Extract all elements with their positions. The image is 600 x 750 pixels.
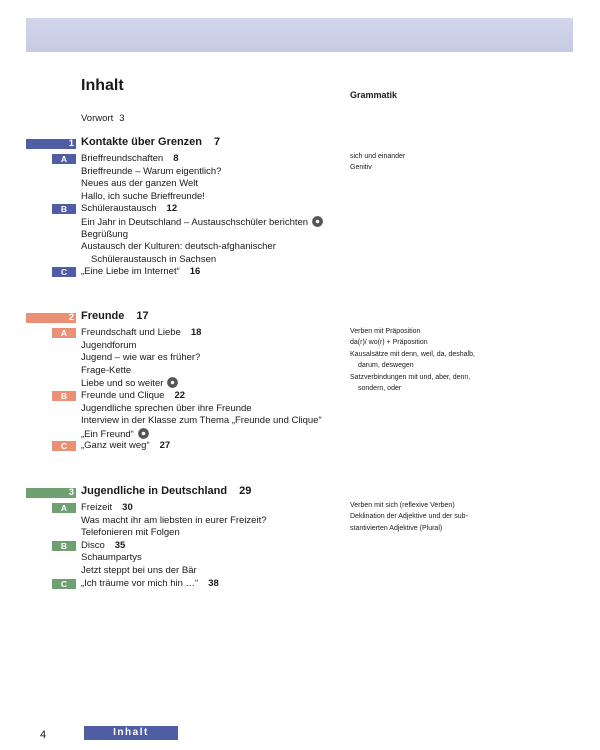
grammar-note: Genitiv [350, 164, 372, 172]
toc-entry-text: „Ich träume vor mich hin …“ [81, 577, 199, 589]
toc-entry-text: Disco [81, 539, 105, 551]
toc-entry-text: Jugendforum [81, 339, 137, 351]
grammar-note: Kausalsätze mit denn, weil, da, deshalb, [350, 350, 475, 358]
toc-entry[interactable] [81, 229, 128, 240]
toc-entry-text: Telefonieren mit Folgen [81, 527, 180, 539]
toc-entry-text: Austausch der Kulturen: deutsch-afghanischer [81, 241, 276, 253]
subsection-label: B [52, 541, 76, 551]
grammar-note: Verben mit Präposition [350, 328, 421, 335]
grammar-note: da(r)/ wo(r) + Präposition [350, 339, 428, 347]
toc-entry-text: Brieffreundschaften [81, 153, 164, 164]
header-band [26, 18, 573, 52]
toc-entry[interactable] [81, 440, 170, 451]
toc-entry-text: „Eine Liebe im Internet“ [81, 266, 180, 278]
footer-label: Inhalt [84, 726, 178, 740]
page-number: 4 [40, 729, 47, 741]
toc-entry-text: Liebe und so weiter [81, 378, 164, 390]
toc-entry[interactable] [81, 203, 177, 214]
toc-entry-text: „Ein Freund“ [81, 428, 134, 440]
toc-entry-text: Jetzt steppt bei uns der Bär [81, 565, 197, 576]
cd-icon [312, 216, 323, 227]
toc-entry-text: Begrüßung [81, 228, 129, 240]
toc-entry-text: Was macht ihr am liebsten in eurer Freizeit? [81, 514, 267, 526]
toc-entry[interactable] [81, 415, 322, 426]
toc-entry-text: Hallo, ich suche Brieffreunde! [81, 190, 205, 202]
toc-entry[interactable] [81, 502, 133, 513]
toc-entry[interactable] [81, 390, 185, 401]
vorwort-label: Vorwort [81, 113, 114, 124]
toc-entry[interactable] [81, 403, 252, 414]
toc-entry-text: Neues aus der ganzen Welt [81, 178, 199, 190]
subsection-label: C [52, 441, 76, 451]
toc-entry[interactable] [81, 365, 131, 376]
section-title[interactable] [81, 485, 251, 497]
toc-entry[interactable] [91, 254, 216, 265]
toc-entry-text: Jugendliche sprechen über ihre Freunde [81, 402, 252, 414]
toc-entry-text: Freundschaft und Liebe [81, 327, 181, 338]
vorwort-entry[interactable] [81, 113, 125, 124]
toc-entry[interactable] [81, 578, 219, 589]
toc-entry[interactable] [81, 552, 142, 563]
section-title-text: Kontakte über Grenzen [81, 136, 203, 148]
toc-entry[interactable] [81, 352, 200, 363]
grammar-note: sich und einander [350, 153, 406, 160]
toc-entry[interactable] [81, 515, 267, 526]
toc-entry[interactable] [81, 166, 221, 177]
toc-entry-text: Interview in der Klasse zum Thema „Freunde und Clique“ [81, 415, 322, 427]
grammar-note: Deklination der Adjektive und der sub- [350, 513, 468, 521]
toc-entry-text: Freunde und Clique [81, 390, 165, 401]
subsection-label: A [52, 328, 76, 338]
toc-entry[interactable] [81, 565, 197, 576]
toc-entry-text: Brieffreunde – Warum eigentlich? [81, 165, 222, 177]
grammar-note: Satzverbindungen mit und, aber, denn, [350, 373, 471, 381]
subsection-label: B [52, 204, 76, 214]
toc-entry-text: Jugend – wie war es früher? [81, 352, 201, 364]
cd-icon [138, 428, 149, 439]
toc-entry-page: 12 [166, 203, 178, 215]
toc-entry-text: Schüleraustausch [81, 203, 157, 215]
subsection-label: C [52, 267, 76, 277]
toc-entry[interactable] [81, 241, 276, 252]
section-title[interactable] [81, 310, 149, 322]
toc-entry-page: 16 [189, 266, 201, 278]
grammar-note: stantivierten Adjektive (Plural) [350, 524, 443, 532]
toc-entry-page: 22 [174, 390, 186, 401]
toc-entry-text: Ein Jahr in Deutschland – Austauschschüler berichten [81, 217, 309, 228]
vorwort-page: 3 [119, 113, 125, 124]
subsection-label: A [52, 503, 76, 513]
toc-entry[interactable] [81, 377, 178, 389]
section-number-bar: 1 [26, 139, 76, 149]
toc-entry[interactable] [81, 178, 198, 189]
toc-entry-text: Frage-Kette [81, 364, 132, 376]
subsection-label: B [52, 391, 76, 401]
section-page: 7 [214, 136, 221, 148]
grammar-note: sondern, oder [358, 385, 402, 392]
toc-entry[interactable] [81, 266, 200, 277]
toc-entry[interactable] [81, 527, 180, 538]
grammar-heading: Grammatik [350, 90, 398, 100]
toc-entry-page: 18 [190, 327, 202, 338]
toc-entry-text: Freizeit [81, 502, 113, 513]
section-title-text: Freunde [81, 310, 125, 322]
toc-entry-page: 30 [122, 502, 133, 513]
toc-entry[interactable] [81, 216, 323, 228]
toc-entry[interactable] [81, 153, 179, 164]
toc-entry[interactable] [81, 340, 136, 351]
toc-entry[interactable] [81, 327, 201, 338]
toc-entry[interactable] [81, 540, 125, 551]
toc-entry-page: 35 [114, 539, 126, 551]
section-number-bar: 3 [26, 488, 76, 498]
subsection-label: C [52, 579, 76, 589]
toc-entry-page: 27 [159, 440, 171, 452]
grammar-note: Verben mit sich (reflexive Verben) [350, 502, 455, 509]
section-page: 29 [239, 485, 252, 497]
section-page: 17 [136, 310, 149, 322]
toc-entry-page: 8 [173, 153, 179, 164]
toc-entry[interactable] [81, 191, 205, 202]
section-number-bar: 2 [26, 313, 76, 323]
toc-entry-text: Schüleraustausch in Sachsen [91, 253, 217, 265]
toc-entry[interactable] [81, 428, 149, 440]
section-title[interactable] [81, 136, 220, 148]
toc-entry-text: „Ganz weit weg“ [81, 440, 150, 452]
page-title: Inhalt [81, 77, 124, 94]
section-title-text: Jugendliche in Deutschland [81, 485, 228, 497]
cd-icon [167, 377, 178, 388]
subsection-label: A [52, 154, 76, 164]
toc-entry-text: Schaumpartys [81, 552, 142, 564]
grammar-note: darum, deswegen [358, 362, 414, 370]
toc-entry-page: 38 [208, 577, 219, 589]
